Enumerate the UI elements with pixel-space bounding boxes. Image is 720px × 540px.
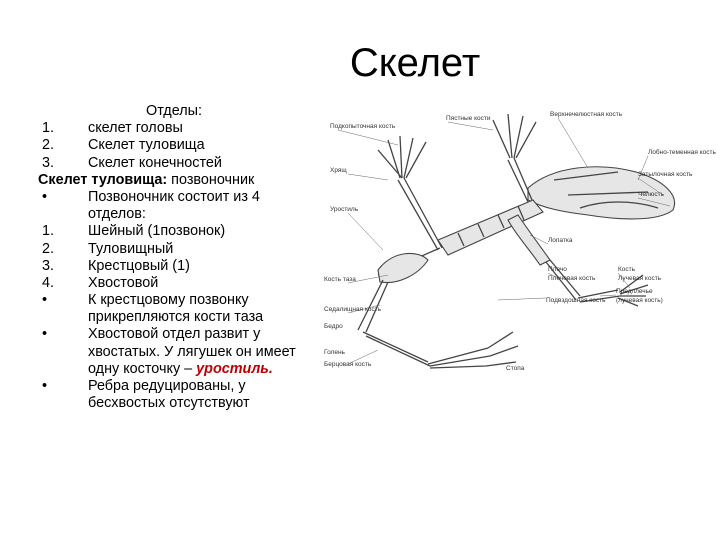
- figure-label: Хрящ: [330, 167, 347, 174]
- metatarsals: [378, 136, 426, 178]
- tibia: [363, 332, 430, 366]
- bullet-text-continued: прикрепляются кости таза: [88, 309, 264, 326]
- scapula: [508, 215, 550, 265]
- figure-label: Кость таза: [324, 276, 356, 283]
- figure-label: Плечо: [548, 266, 567, 273]
- section-item: [38, 137, 328, 154]
- figure-label: Челюсть: [638, 191, 665, 198]
- figure-label: Подкопыточная кость: [330, 123, 396, 130]
- frog-skeleton-figure: [318, 100, 716, 380]
- section-item: [38, 155, 328, 172]
- list-marker: 2.: [42, 137, 55, 154]
- list-marker: 2.: [42, 240, 55, 257]
- figure-label: Голень: [324, 349, 345, 356]
- bullet-text-continued: отделов:: [88, 206, 146, 223]
- bullet-item: [38, 326, 328, 343]
- figure-label: Седалищная кость: [324, 306, 382, 313]
- frog-skeleton-drawing: [318, 100, 716, 380]
- figure-label: Плечевая кость: [548, 275, 596, 282]
- urostyle-lead: одну косточку –: [88, 360, 197, 377]
- list-text: Крестцовый (1): [88, 257, 190, 274]
- bullet-item: [38, 189, 328, 206]
- bullet-marker: •: [42, 378, 48, 394]
- division-item: [38, 258, 328, 275]
- list-marker: 3.: [42, 257, 55, 274]
- bullet-item: [38, 378, 328, 395]
- figure-label: Кость: [618, 266, 636, 273]
- figure-label: Лобно-теменная кость: [648, 149, 716, 156]
- urostyle-term: уростиль.: [196, 360, 273, 377]
- bullet-text: Ребра редуцированы, у: [88, 378, 246, 394]
- list-text: Туловищный: [88, 240, 174, 257]
- bullet-marker: •: [42, 292, 48, 309]
- foot: [428, 332, 518, 368]
- bullet-text-continued: [38, 361, 328, 378]
- list-marker: 1.: [42, 223, 55, 240]
- slide-text: [38, 103, 328, 412]
- figure-label: Лучевая кость: [618, 275, 662, 282]
- list-marker: 1.: [42, 120, 55, 137]
- list-text: Хвостовой: [88, 274, 159, 291]
- figure-label: Берцовая кость: [324, 361, 372, 368]
- figure-label: (лучевая кость): [616, 297, 663, 304]
- list-text: Скелет конечностей: [88, 154, 222, 171]
- bullet-item: [38, 292, 328, 309]
- trunk-heading: [38, 172, 328, 189]
- pelvis: [378, 253, 428, 282]
- division-item: [38, 241, 328, 258]
- list-text: Шейный (1позвонок): [88, 223, 226, 240]
- bullet-marker: •: [42, 326, 48, 343]
- list-marker: 4.: [42, 274, 55, 291]
- bullet-text: Хвостовой отдел развит у: [88, 326, 261, 343]
- trunk-heading-text: [38, 172, 254, 189]
- bullet-text: Позвоночник состоит из 4: [88, 188, 260, 205]
- figure-label: Уростиль: [330, 206, 359, 213]
- figure-label: Лопатка: [548, 237, 573, 244]
- division-item: [38, 275, 328, 292]
- trunk-heading-bold: Скелет туловища:: [38, 171, 168, 188]
- figure-label: Предплечье: [616, 288, 653, 295]
- list-text: Скелет туловища: [88, 137, 205, 154]
- bullet-text-continued: бесхвостых отсутствуют: [88, 395, 250, 412]
- bullet-text: К крестцовому позвонку: [88, 292, 249, 309]
- list-marker: 3.: [42, 154, 55, 171]
- slide-title: Скелет: [349, 41, 481, 85]
- sections-heading: Отделы:: [146, 103, 202, 119]
- trunk-heading-rest: позвоночник: [167, 171, 255, 188]
- section-item: [38, 120, 328, 137]
- figure-label: Верхнечелюстная кость: [550, 111, 623, 118]
- division-item: [38, 223, 328, 240]
- figure-label: Пястные кости: [446, 115, 491, 122]
- bullet-marker: •: [42, 188, 48, 205]
- bullet-text-continued: хвостатых. У лягушек он имеет: [88, 343, 296, 360]
- figure-label: Затылочная кость: [638, 171, 693, 178]
- figure-label: Подвздошная кость: [546, 297, 606, 304]
- list-text: скелет головы: [88, 120, 183, 137]
- figure-label: Бедро: [324, 323, 343, 330]
- figure-label: Стопа: [506, 365, 525, 372]
